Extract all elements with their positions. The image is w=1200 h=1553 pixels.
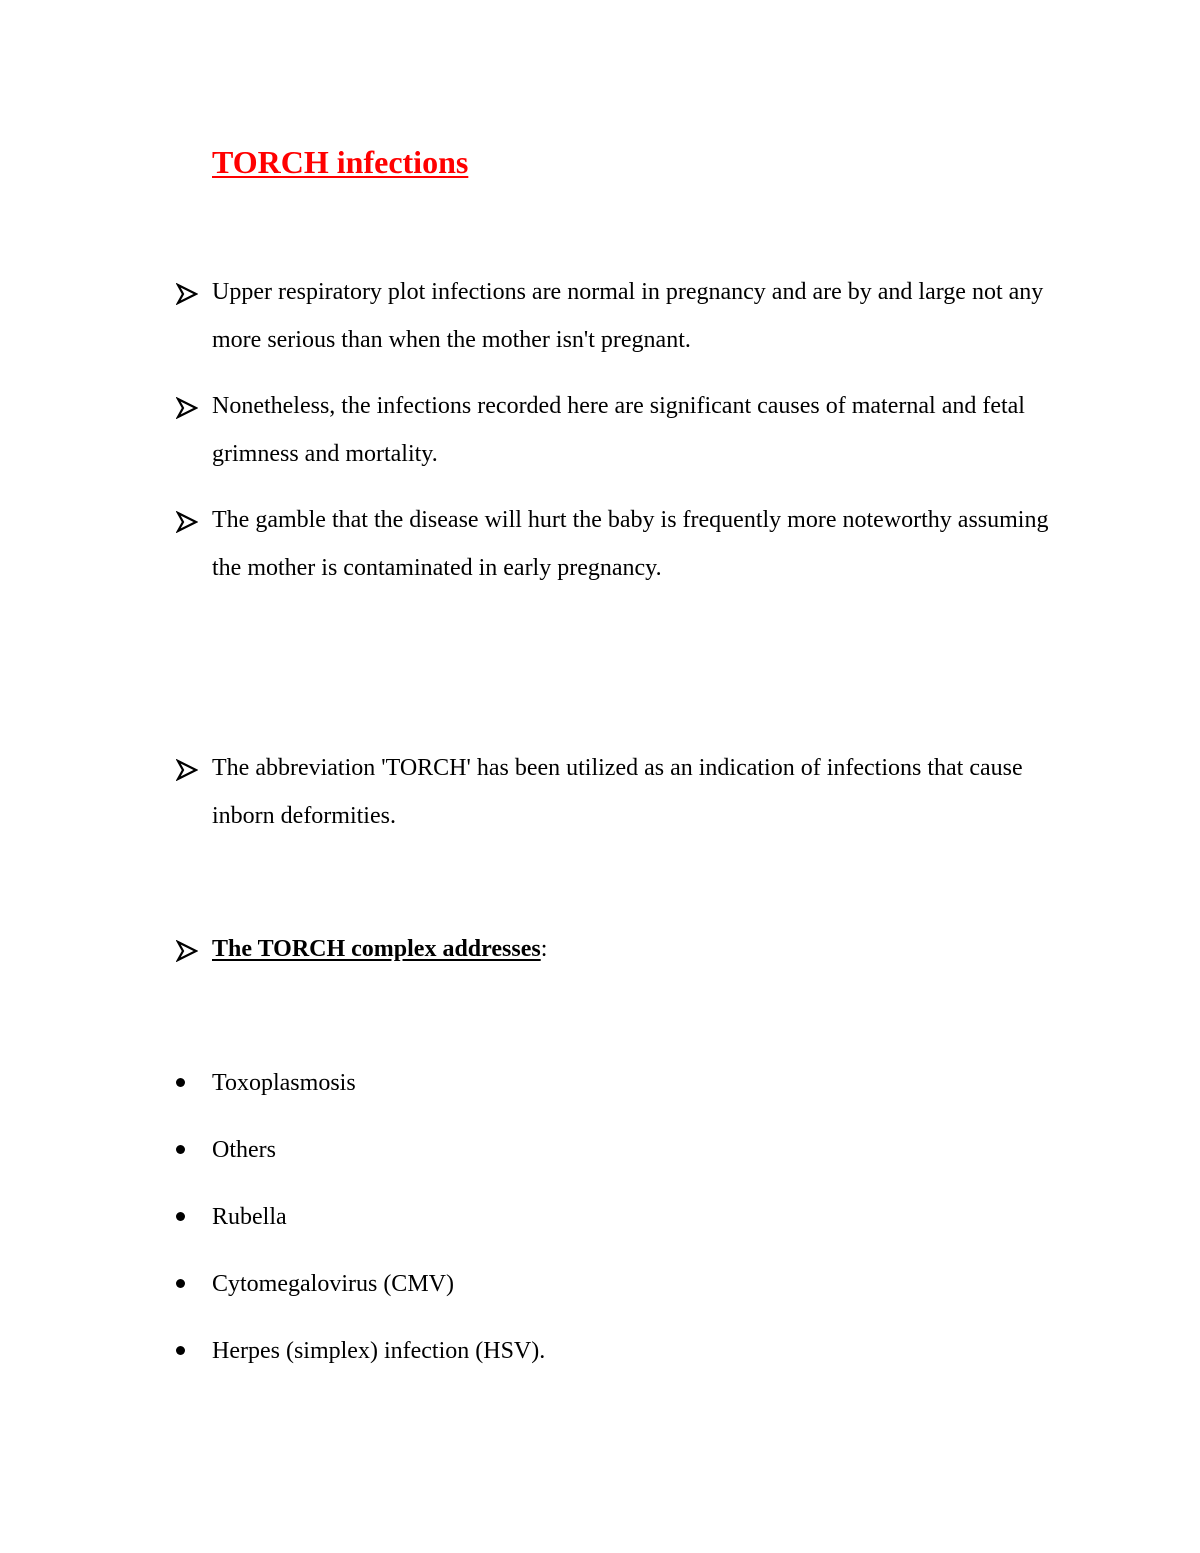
document-title: TORCH infections (212, 144, 469, 180)
heading-colon: : (540, 936, 548, 962)
list-item-text: Cytomegalovirus (CMV) (212, 1271, 454, 1297)
arrowhead-bullet-icon (176, 759, 198, 781)
list-item-text: Rubella (212, 1204, 287, 1230)
arrow-bullet-item (176, 754, 1056, 840)
bullet-dot-icon (176, 1212, 185, 1221)
bullet-dot-icon (176, 1145, 185, 1154)
arrowhead-bullet-icon (176, 397, 198, 419)
paragraph-text: Upper respiratory plot infections are normal in pregnancy and are by and large not any more serious than when the mother isn't pregnant. (212, 279, 1044, 353)
arrowhead-bullet-icon (176, 283, 198, 305)
paragraph-text: The abbreviation 'TORCH' has been utilized as an indication of infections that cause inborn deformities. (212, 755, 1023, 829)
arrow-bullet-item (176, 278, 1056, 364)
paragraph-text: The gamble that the disease will hurt the baby is frequently more noteworthy assuming the mother is contaminated in early pregnancy. (212, 507, 1049, 581)
list-item-text: Others (212, 1137, 276, 1163)
torch-complex-heading (176, 935, 1056, 973)
heading-line (212, 925, 1056, 973)
bullet-dot-icon (176, 1078, 185, 1087)
arrowhead-bullet-icon (176, 511, 198, 533)
arrow-bullet-item (176, 392, 1056, 478)
bullet-dot-icon (176, 1346, 185, 1355)
arrowhead-bullet-icon (176, 940, 198, 962)
paragraph-text: Nonetheless, the infections recorded here are significant causes of maternal and fetal grimness and mortality. (212, 393, 1025, 467)
heading-label: The TORCH complex addresses (212, 936, 541, 962)
list-item-text: Herpes (simplex) infection (HSV). (212, 1338, 546, 1364)
arrow-bullet-item (176, 506, 1056, 592)
bullet-dot-icon (176, 1279, 185, 1288)
list-item-text: Toxoplasmosis (212, 1070, 356, 1096)
